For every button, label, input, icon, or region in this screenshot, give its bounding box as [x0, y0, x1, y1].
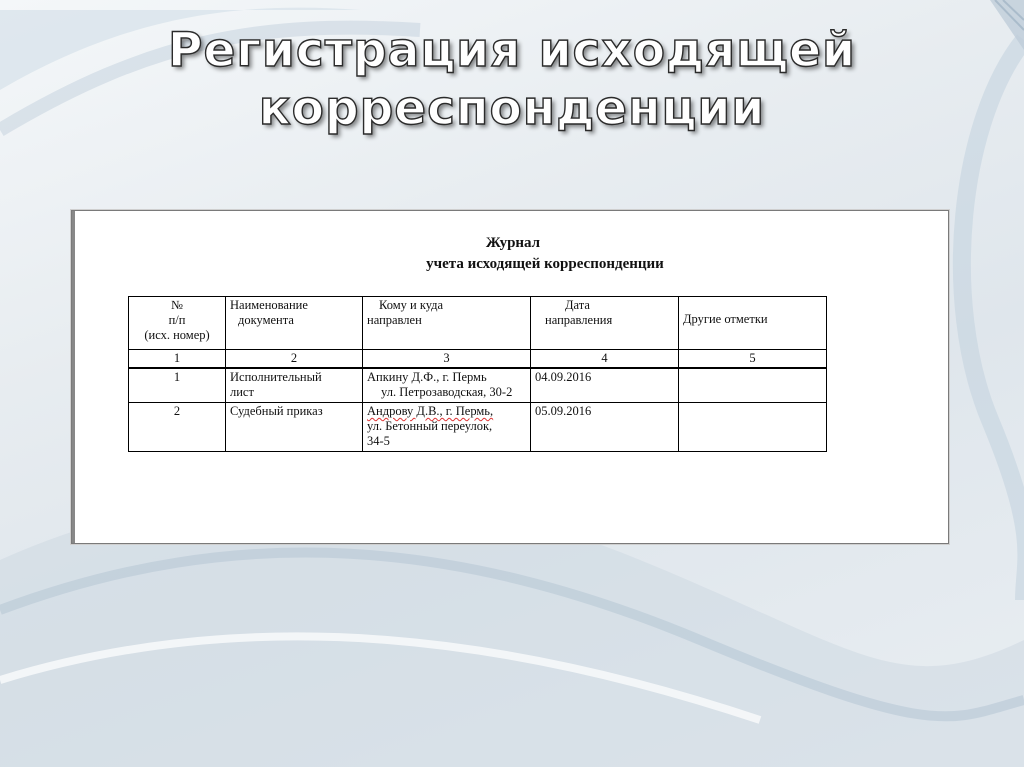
row-document-name: [226, 403, 363, 452]
header-cell-recipient: [363, 297, 531, 350]
cell-text: Судебный приказ: [230, 404, 323, 418]
cell-text: ул. Бетонный переулок,: [367, 419, 493, 433]
header-text: Дата: [565, 298, 590, 312]
column-number: 5: [679, 350, 827, 369]
cell-text: Исполнительный: [230, 370, 322, 384]
cell-text: лист: [230, 385, 254, 399]
header-text: п/п: [168, 313, 186, 327]
header-text: Другие отметки: [683, 312, 768, 326]
slide-title-line-1: Регистрация исходящей: [168, 23, 856, 78]
journal-heading-line-2: учета исходящей корреспонденции: [426, 256, 664, 272]
row-document-name: [226, 368, 363, 403]
table-row: [129, 368, 827, 403]
cell-text: ул. Петрозаводская, 30-2: [381, 385, 513, 399]
header-cell-name: [226, 297, 363, 350]
column-number: 2: [226, 350, 363, 369]
column-number: 1: [129, 350, 226, 369]
header-cell-date: [531, 297, 679, 350]
row-number: 1: [129, 368, 226, 403]
header-text: направления: [545, 313, 613, 327]
journal-heading-line-1: Журнал: [485, 235, 541, 251]
table-header-row: [129, 297, 827, 350]
header-cell-number: [129, 297, 226, 350]
row-date: 04.09.2016: [531, 368, 679, 403]
cell-text: Андрову Д.В., г. Пермь,: [367, 404, 494, 418]
header-text: Наименование: [230, 298, 308, 312]
journal-table: [128, 296, 827, 452]
row-recipient: [363, 368, 531, 403]
column-number: 4: [531, 350, 679, 369]
row-notes: [679, 368, 827, 403]
row-date: 05.09.2016: [531, 403, 679, 452]
header-text: №: [171, 298, 183, 312]
table-row: [129, 403, 827, 452]
header-text: Кому и куда: [379, 298, 444, 312]
header-cell-notes: [679, 297, 827, 350]
header-text: документа: [238, 313, 294, 327]
row-recipient: [363, 403, 531, 452]
document-image: [71, 210, 949, 544]
slide-title: [0, 22, 1024, 138]
slide-title-line-2: корреспонденции: [258, 81, 766, 136]
row-number: 2: [129, 403, 226, 452]
cell-text: 34-5: [367, 434, 390, 448]
column-number-row: [129, 350, 827, 369]
header-text: (исх. номер): [144, 328, 210, 342]
column-number: 3: [363, 350, 531, 369]
header-text: направлен: [367, 313, 422, 327]
cell-text: Апкину Д.Ф., г. Пермь: [367, 370, 487, 384]
journal-heading: [72, 233, 948, 275]
row-notes: [679, 403, 827, 452]
